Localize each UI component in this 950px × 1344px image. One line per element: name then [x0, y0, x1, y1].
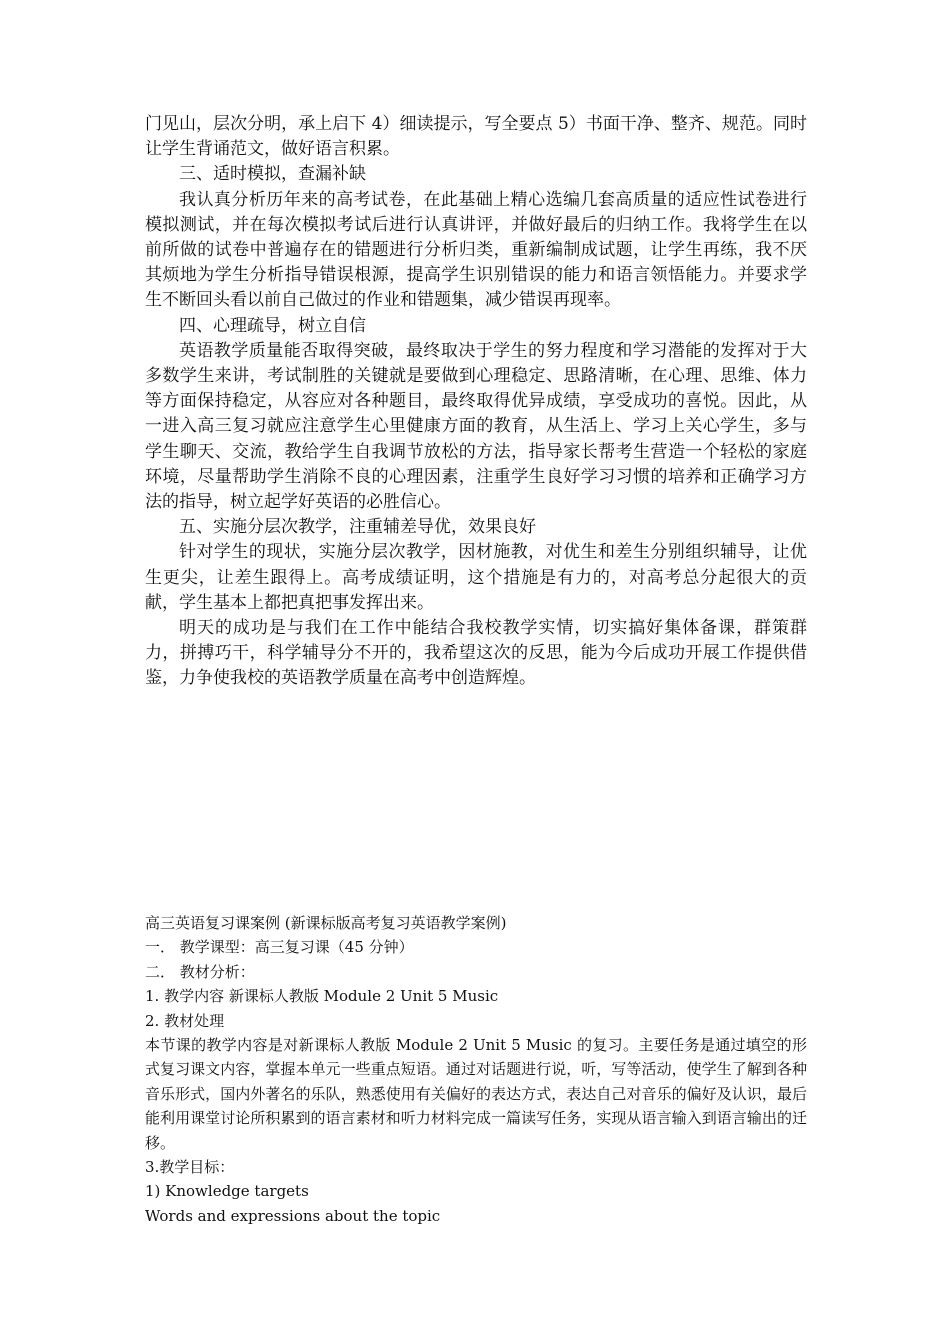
heading-tiered-teaching: 五、实施分层次教学，注重辅差导优，效果良好 — [179, 517, 536, 538]
lesson-case-title: 高三英语复习课案例 (新课标版高考复习英语教学案例) — [145, 914, 507, 932]
paragraph-writing-tips: 门见山，层次分明，承上启下 4）细读提示，写全要点 5）书面干净、整齐、规范。同时让学生背诵范文，做好语言积累。 — [145, 114, 807, 160]
teaching-content: 1. 教学内容 新课标人教版 Module 2 Unit 5 Music — [145, 987, 499, 1006]
reflection-section — [145, 112, 807, 692]
paragraph-tiered-teaching: 针对学生的现状，实施分层次教学，因材施教，对优生和差生分别组织辅导，让优生更尖，让差生跟得上。高考成绩证明，这个措施是有力的，对高考总分起很大的贡献，学生基本上都把真把事发挥出来。 — [145, 542, 807, 613]
material-processing-heading: 2. 教材处理 — [145, 1011, 225, 1030]
material-analysis-heading: 二． 教材分析： — [145, 962, 255, 981]
paragraph-psychological-guidance: 英语教学质量能否取得突破，最终取决于学生的努力程度和学习潜能的发挥对于大多数学生来讲，考试制胜的关键就是要做到心理稳定、思路清晰，在心理、思维、体力等方面保持稳定，从容应对各种题目，最终取得优异成绩，享受成功的喜悦。因此，从一进入高三复习就应注意学生心里健康方面的教育，从生活上、学习上关心学生，多与学生聊天、交流，教给学生自我调节放松的方法，指导家长帮考生营造一个轻松的家庭环境，尽量帮助学生消除不良的心理因素，注重学生良好学习习惯的培养和正确学习方法的指导，树立起学好英语的必胜信心。 — [145, 340, 807, 513]
paragraph-mock-exams: 我认真分析历年来的高考试卷，在此基础上精心选编几套高质量的适应性试卷进行模拟测试，并在每次模拟考试后进行认真讲评，并做好最后的归纳工作。我将学生在以前所做的试卷中普遍存在的错题进行分析归类，重新编制成试题，让学生再练，我不厌其烦地为学生分析指导错误根源，提高学生识别错误的能力和语言领悟能力。并要求学生不断回头看以前自己做过的作业和错题集，减少错误再现率。 — [145, 189, 807, 311]
teaching-goals-heading: 3.教学目标： — [145, 1158, 235, 1177]
knowledge-targets-text: Words and expressions about the topic — [145, 1206, 441, 1225]
heading-mock-exams: 三、适时模拟，查漏补缺 — [179, 164, 366, 185]
material-processing-text: 本节课的教学内容是对新课标人教版 Module 2 Unit 5 Music 的复习。主要任务是通过填空的形式复习课文内容，掌握本单元一些重点短语。通过对话题进行说，听，写等活动，使学生了解到各种音乐形式，国内外著名的乐队，熟悉使用有关偏好的表达方式，表达自己对音乐的偏好及认识，最后能利用课堂讨论所积累到的语言素材和听力材料完成一篇读写任务，实现从语言输入到语言输出的迁移。 — [145, 1036, 807, 1152]
lesson-case-section — [145, 911, 807, 1228]
lesson-type: 一． 教学课型：高三复习课（45 分钟） — [145, 938, 414, 957]
knowledge-targets-heading: 1) Knowledge targets — [145, 1182, 309, 1201]
paragraph-conclusion: 明天的成功是与我们在工作中能结合我校教学实情，切实搞好集体备课，群策群力，拼搏巧干，科学辅导分不开的，我希望这次的反思，能为今后成功开展工作提供借鉴，力争使我校的英语教学质量在高考中创造辉煌。 — [145, 618, 807, 689]
heading-psychological-guidance: 四、心理疏导，树立自信 — [179, 315, 366, 336]
